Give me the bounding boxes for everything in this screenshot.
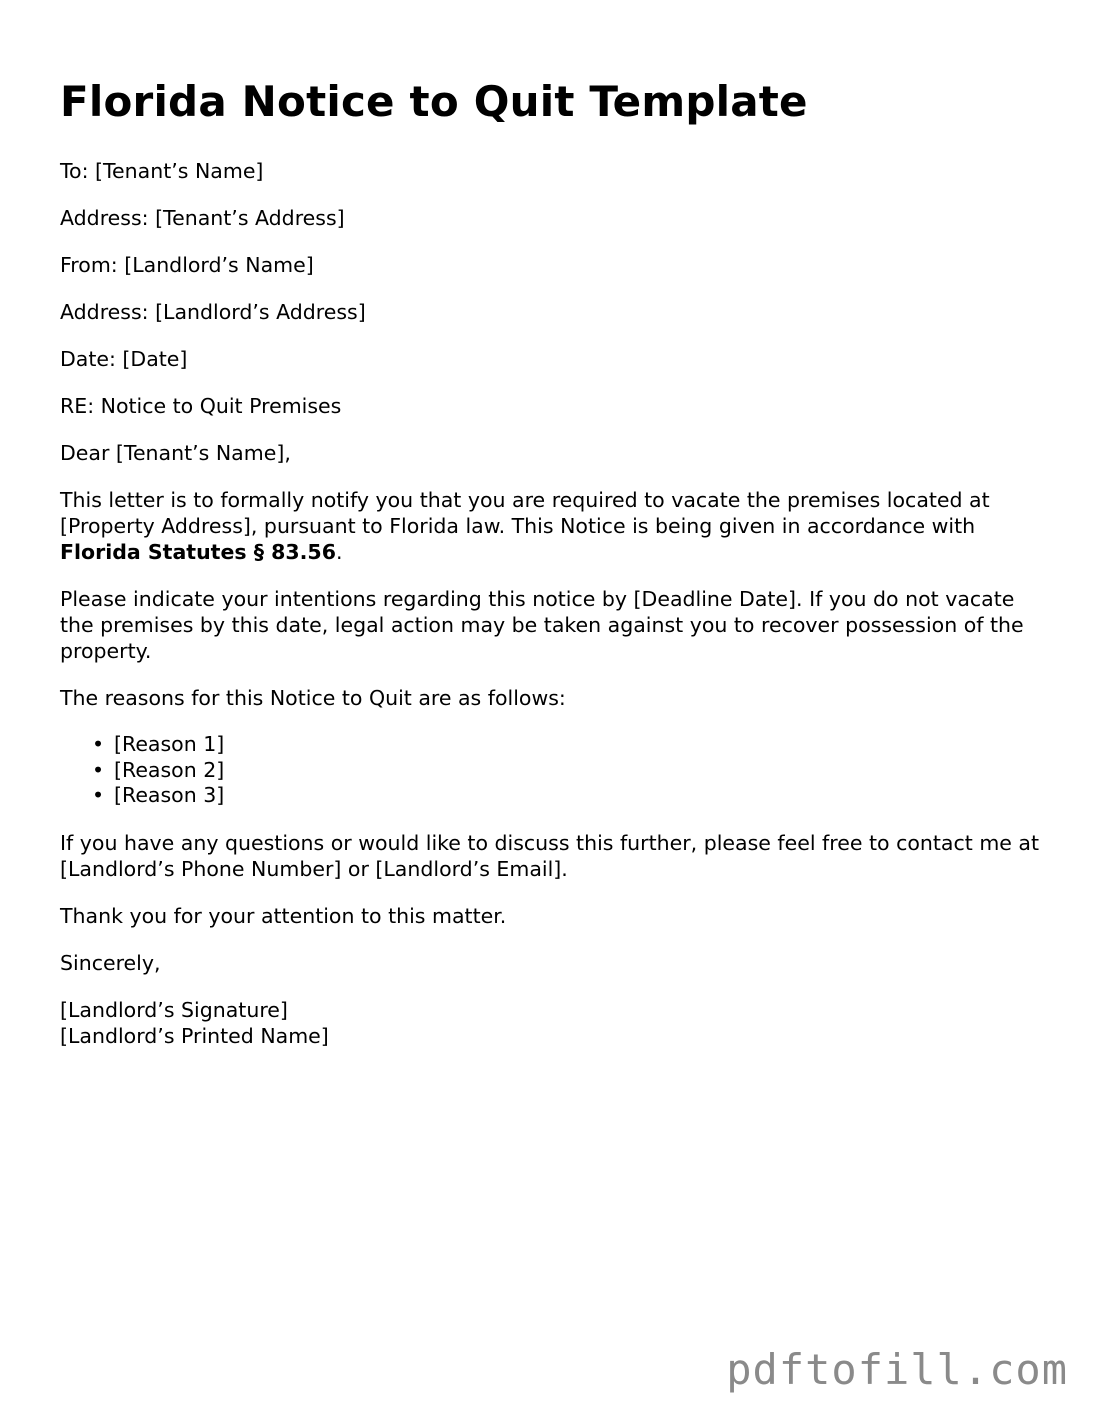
document-page <box>60 74 1050 1049</box>
contact-paragraph: If you have any questions or would like to discuss this further, please feel free to contact me at [Landlord’s Phone Number] or [Landlord’s Email]. <box>60 830 1040 881</box>
notice-paragraph-text: This letter is to formally notify you that you are required to vacate the premises located at [Property Address], pursuant to Florida law. This Notice is being given in accordance with <box>60 488 990 538</box>
to-line: To: [Tenant’s Name] <box>60 159 264 183</box>
notice-paragraph-end: . <box>335 540 343 564</box>
watermark: pdftofill.com <box>726 1345 1068 1394</box>
reasons-list <box>60 732 1050 809</box>
bullet-icon: • <box>92 732 105 756</box>
list-item <box>92 757 1050 784</box>
reason-text: [Reason 2] <box>114 757 225 782</box>
statute-reference: Florida Statutes § 83.56 <box>60 540 336 564</box>
thanks-line: Thank you for your attention to this matter. <box>60 903 507 928</box>
reasons-intro: The reasons for this Notice to Quit are as follows: <box>60 686 566 710</box>
tenant-address-line: Address: [Tenant’s Address] <box>60 206 345 230</box>
notice-paragraph <box>60 487 1050 565</box>
from-line: From: [Landlord’s Name] <box>60 253 314 277</box>
closing-line: Sincerely, <box>60 950 161 975</box>
deadline-paragraph: Please indicate your intentions regarding this notice by [Deadline Date]. If you do not vacate the premises by this date, legal action may be taken against you to recover possession of the property. <box>60 587 1024 663</box>
printed-name-line: [Landlord’s Printed Name] <box>60 1023 329 1048</box>
bullet-icon: • <box>92 757 105 782</box>
bullet-icon: • <box>92 783 105 807</box>
landlord-address-line: Address: [Landlord’s Address] <box>60 300 366 324</box>
reason-text: [Reason 1] <box>114 732 225 756</box>
list-item <box>92 732 1050 758</box>
salutation: Dear [Tenant’s Name], <box>60 441 291 465</box>
list-item <box>92 783 1050 809</box>
date-line: Date: [Date] <box>60 347 188 371</box>
signature-line: [Landlord’s Signature] <box>60 997 288 1022</box>
subject-line: RE: Notice to Quit Premises <box>60 394 342 418</box>
reason-text: [Reason 3] <box>114 783 225 807</box>
signature-block <box>60 997 1050 1049</box>
document-title: Florida Notice to Quit Template <box>60 77 808 126</box>
